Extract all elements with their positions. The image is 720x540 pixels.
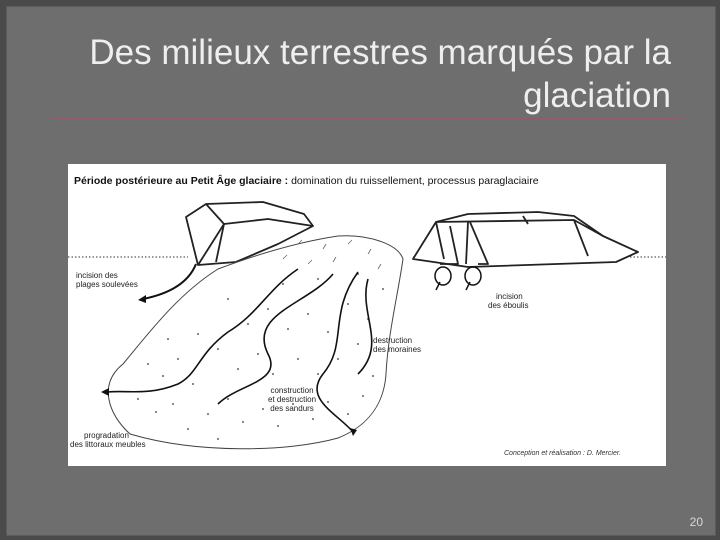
label-sandurs-line3: des sandurs bbox=[270, 404, 314, 413]
label-incision-eboulis bbox=[488, 292, 528, 310]
incision-plages-arrowhead bbox=[138, 295, 146, 303]
label-incision-plages bbox=[76, 271, 138, 289]
label-progradation bbox=[70, 431, 146, 449]
label-sandurs bbox=[268, 386, 316, 413]
label-incision-plages-line1: incision des bbox=[76, 271, 118, 280]
sandur-plain bbox=[108, 236, 403, 449]
label-destruction-moraines-line1: destruction bbox=[373, 336, 413, 345]
slide-title: Des milieux terrestres marqués par la glaciation bbox=[89, 33, 671, 115]
figure-caption bbox=[74, 175, 539, 187]
right-plateau bbox=[413, 212, 638, 267]
label-progradation-line1: progradation bbox=[84, 431, 129, 440]
label-sandurs-line2: et destruction bbox=[268, 395, 317, 404]
label-progradation-line2: des littoraux meubles bbox=[70, 440, 146, 449]
diagram-figure bbox=[68, 164, 666, 466]
figure-caption-process: domination du ruissellement, processus paraglaciaire bbox=[288, 175, 539, 187]
diagram-drawing bbox=[68, 164, 666, 466]
label-incision-plages-line2: plages soulevées bbox=[76, 280, 138, 289]
scree-incisions bbox=[435, 267, 481, 290]
label-destruction-moraines-line2: des moraines bbox=[373, 345, 422, 354]
label-sandurs-line1: construction bbox=[270, 386, 314, 395]
label-incision-eboulis-line1: incision bbox=[496, 292, 523, 301]
slide bbox=[6, 6, 716, 536]
label-destruction-moraines bbox=[373, 336, 421, 354]
figure-caption-period: Période postérieure au Petit Âge glaciaire : bbox=[74, 175, 289, 187]
slide-number: 20 bbox=[689, 515, 703, 529]
title-divider bbox=[51, 118, 683, 119]
figure-credit: Conception et réalisation : D. Mercier. bbox=[504, 450, 621, 457]
label-incision-eboulis-line2: des éboulis bbox=[488, 301, 529, 310]
